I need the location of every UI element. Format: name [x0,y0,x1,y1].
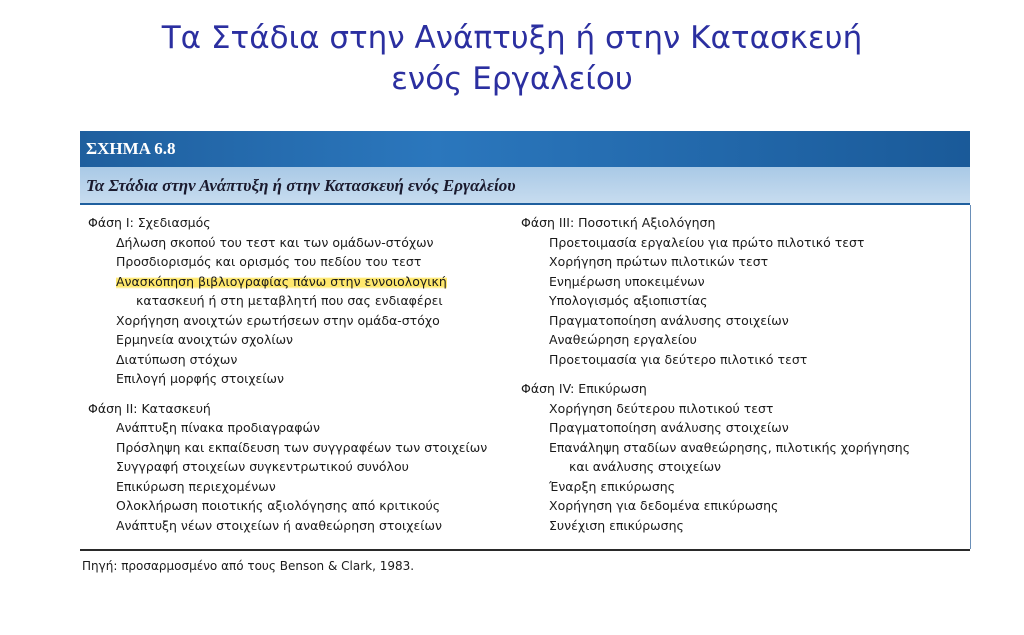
list-item: Προσδιορισμός και ορισμός του πεδίου του τεστ [116,254,422,269]
list-item: Αναθεώρηση εργαλείου [549,332,697,347]
phase-2 [88,399,528,536]
list-item: Επικύρωση περιεχομένων [116,478,276,494]
figure-source: Πηγή: προσαρμοσμένο από τους Benson & Clark, 1983. [82,559,415,573]
figure-scan [80,131,970,581]
phase-3 [521,213,961,369]
slide-title-line-2: ενός Εργαλείου [391,61,633,97]
list-item: Ολοκλήρωση ποιοτικής αξιολόγησης από κριτικούς [116,498,441,513]
list-item: Έναρξη επικύρωσης [549,478,676,494]
figure-title: Τα Στάδια στην Ανάπτυξη ή στην Κατασκευή ενός Εργαλείου [86,176,516,195]
figure-title-bar [80,167,970,205]
list-item: Δήλωση σκοπού του τεστ και των ομάδων-στόχων [116,234,434,250]
left-column [88,213,528,545]
list-item: Χορήγηση πρώτων πιλοτικών τεστ [549,254,769,269]
list-item-continuation: και ανάλυσης στοιχείων [569,459,722,474]
figure-header-bar [80,131,970,167]
list-item: Χορήγηση για δεδομένα επικύρωσης [549,498,779,513]
list-item: Συγγραφή στοιχείων συγκεντρωτικού συνόλου [116,459,409,474]
phase-title: Φάση IV: Επικύρωση [521,381,647,396]
list-item: Υπολογισμός αξιοπιστίας [549,293,708,308]
list-item: Ανάπτυξη νέων στοιχείων ή αναθεώρηση στοιχείων [116,517,442,533]
list-item: Ανάπτυξη πίνακα προδιαγραφών [116,420,320,435]
list-item: Προετοιμασία για δεύτερο πιλοτικό τεστ [549,351,808,367]
list-item: Πραγματοποίηση ανάλυσης στοιχείων [549,312,789,328]
right-column [521,213,961,545]
list-item: Πρόσληψη και εκπαίδευση των συγγραφέων των στοιχείων [116,439,488,455]
list-item: Επανάληψη σταδίων αναθεώρησης, πιλοτικής χορήγησης [549,439,911,455]
list-item: Επιλογή μορφής στοιχείων [116,371,284,386]
phase-title: Φάση ΙΙΙ: Ποσοτική Αξιολόγηση [521,215,716,230]
list-item: Πραγματοποίηση ανάλυσης στοιχείων [549,420,789,435]
highlighted-text: Ανασκόπηση βιβλιογραφίας πάνω στην εννοιολογική [116,273,447,289]
slide-title [0,18,1024,100]
phase-title: Φάση Ι: Σχεδιασμός [88,215,211,230]
phase-4 [521,379,961,535]
slide-title-line-1: Τα Στάδια στην Ανάπτυξη ή στην Κατασκευή [161,20,863,56]
figure-label: ΣΧΗΜΑ 6.8 [86,139,176,158]
list-item: Χορήγηση δεύτερου πιλοτικού τεστ [549,400,774,416]
list-item: Συνέχιση επικύρωσης [549,517,684,533]
list-item-highlighted [88,272,528,292]
source-divider [80,549,970,551]
list-item-continuation: κατασκευή ή στη μεταβλητή που σας ενδιαφέρει [136,293,443,308]
list-item: Διατύπωση στόχων [116,351,238,367]
list-item: Ερμηνεία ανοιχτών σχολίων [116,332,294,347]
phase-title: Φάση ΙΙ: Κατασκευή [88,400,211,416]
list-item: Χορήγηση ανοιχτών ερωτήσεων στην ομάδα-στόχο [116,312,440,328]
figure-body [80,205,971,549]
list-item: Ενημέρωση υποκειμένων [549,273,705,289]
list-item: Προετοιμασία εργαλείου για πρώτο πιλοτικό τεστ [549,234,865,250]
phase-1 [88,213,528,389]
